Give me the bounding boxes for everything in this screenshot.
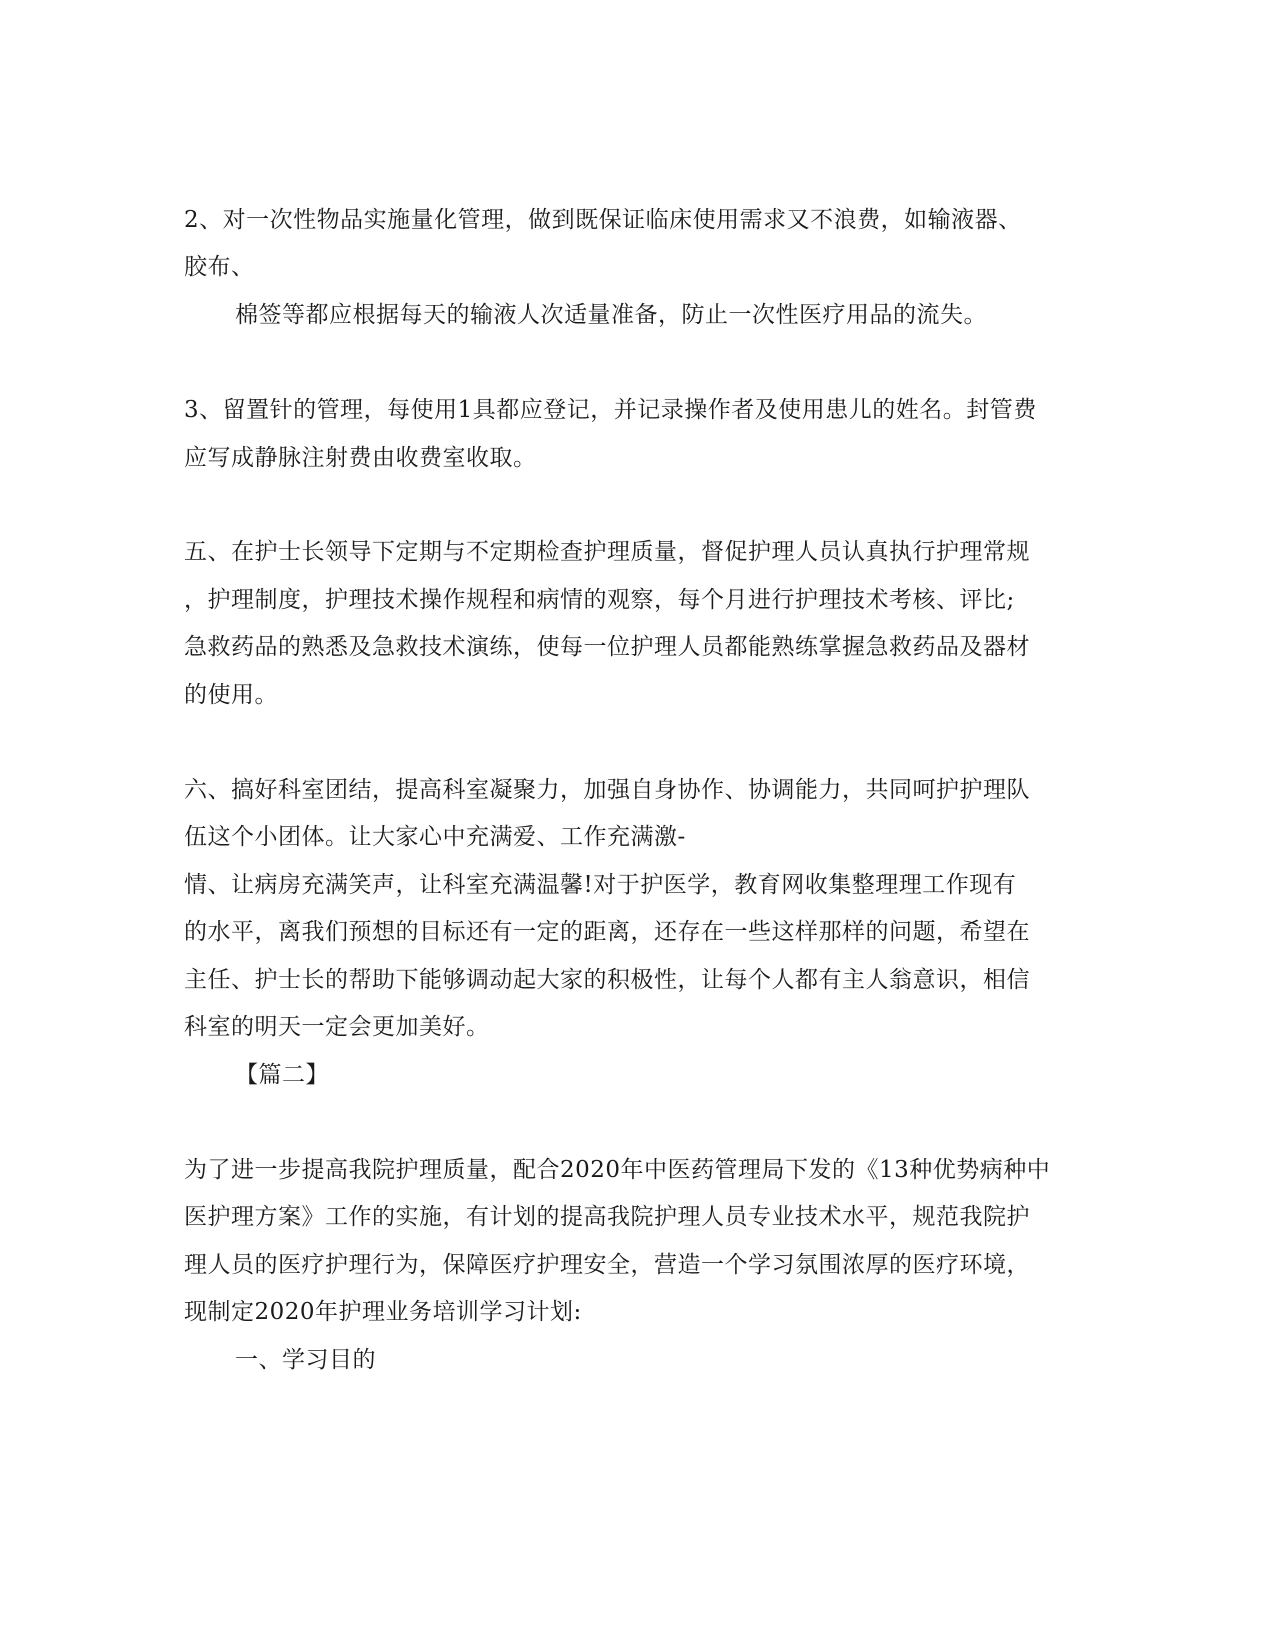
text-line-section6-e: 主任、护士长的帮助下能够调动起大家的积极性，让每个人都有主人翁意识，相信	[184, 967, 1030, 993]
text-line-section5-b: ，护理制度，护理技术操作规程和病情的观察，每个月进行护理技术考核、评比;	[184, 587, 1015, 613]
text-line-section6-b: 伍这个小团体。让大家心中充满爱、工作充满激-	[184, 824, 686, 850]
text-line-section6-f: 科室的明天一定会更加美好。	[184, 1014, 490, 1040]
text-line-intro-b: 医护理方案》工作的实施，有计划的提高我院护理人员专业技术水平，规范我院护	[184, 1204, 1030, 1230]
text-line-item2-b: 胶布、	[184, 254, 255, 280]
text-line-section5-a: 五、在护士长领导下定期与不定期检查护理质量，督促护理人员认真执行护理常规	[184, 539, 1030, 565]
text-line-section6-c: 情、让病房充满笑声，让科室充满温馨!对于护医学，教育网收集整理理工作现有	[184, 872, 1017, 898]
text-line-section6-a: 六、搞好科室团结，提高科室凝聚力，加强自身协作、协调能力，共同呵护护理队	[184, 777, 1030, 803]
text-line-section6-d: 的水平，离我们预想的目标还有一定的距离，还存在一些这样那样的问题，希望在	[184, 919, 1030, 945]
text-line-item2-c: 棉签等都应根据每天的输液人次适量准备，防止一次性医疗用品的流失。	[235, 302, 987, 328]
text-line-section5-c: 急救药品的熟悉及急救技术演练，使每一位护理人员都能熟练掌握急救药品及器材	[184, 634, 1030, 660]
text-line-item3-b: 应写成静脉注射费由收费室收取。	[184, 445, 537, 471]
section-heading-part2: 【篇二】	[235, 1062, 329, 1088]
text-line-section5-d: 的使用。	[184, 682, 278, 708]
section-heading-learning-goal: 一、学习目的	[235, 1347, 376, 1373]
text-line-item2-a: 2、对一次性物品实施量化管理，做到既保证临床使用需求又不浪费，如输液器、	[184, 207, 1022, 233]
text-line-intro-a: 为了进一步提高我院护理质量，配合2020年中医药管理局下发的《13种优势病种中	[184, 1157, 1051, 1183]
text-line-intro-d: 现制定2020年护理业务培训学习计划:	[184, 1299, 582, 1325]
text-line-intro-c: 理人员的医疗护理行为，保障医疗护理安全，营造一个学习氛围浓厚的医疗环境，	[184, 1252, 1030, 1278]
text-line-item3-a: 3、留置针的管理，每使用1具都应登记，并记录操作者及使用患儿的姓名。封管费	[184, 397, 1037, 423]
